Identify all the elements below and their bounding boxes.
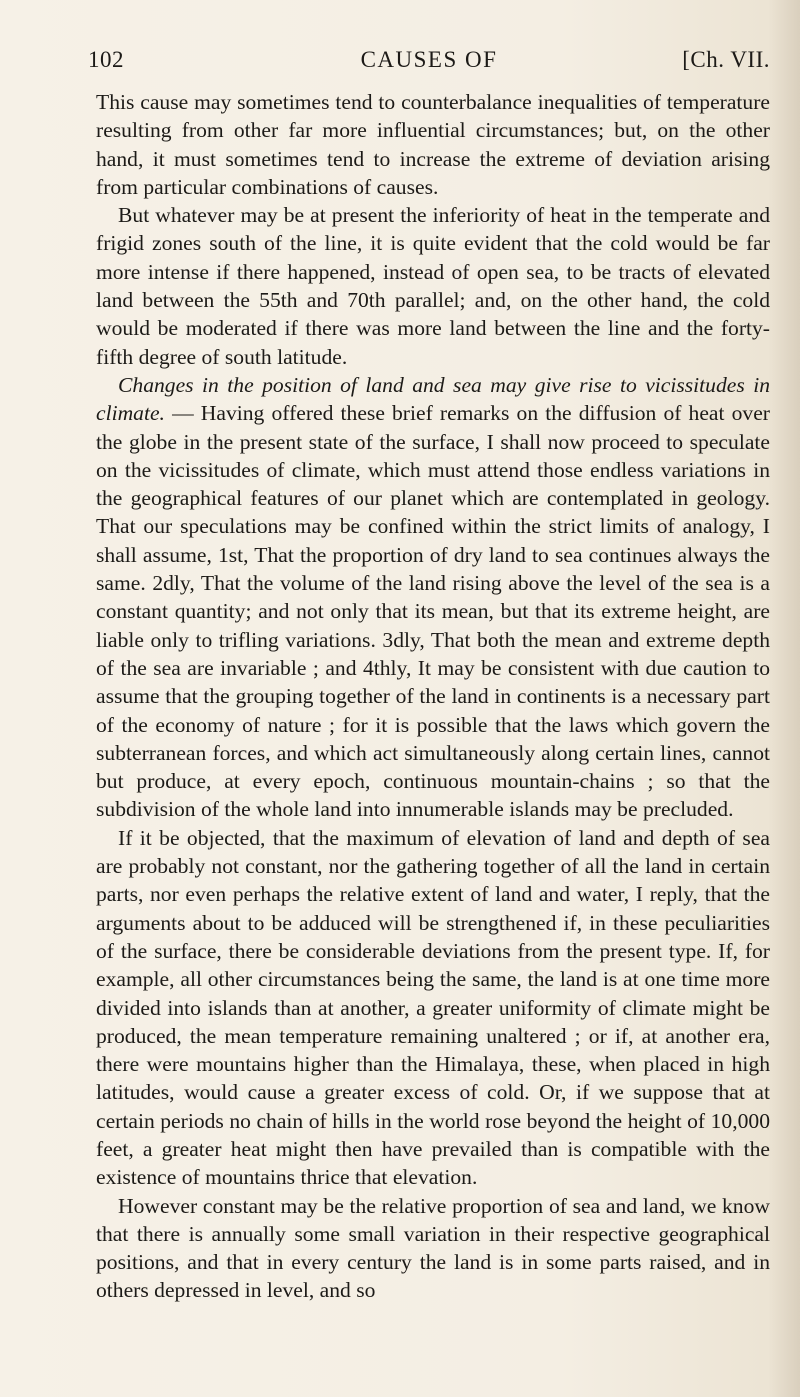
paragraph-2-text: But whatever may be at present the inferiority of heat in the temperate and frigid zones south of the line, it is quite evident that the cold would be far more intense if there happened, instead of open sea, to be tracts of elevated land between the 55th and 70th parallel; and, on the other hand, the cold would be moderated if there was more land between the line and the forty-fifth degree of south latitude.: [96, 203, 770, 369]
chapter-label: [Ch. VII.: [682, 47, 770, 72]
running-title: CAUSES OF: [360, 47, 498, 72]
paragraph-1: [96, 88, 770, 201]
paragraph-1-text: This cause may sometimes tend to counterbalance inequalities of temperature resulting from other far more influential circumstances; but, on the other hand, it must sometimes tend to increase the extreme of deviation arising from particular combinations of causes.: [96, 90, 770, 199]
paragraph-4: [96, 824, 770, 1192]
section-heading: Changes in the position of land and sea may give rise to vicissitudes in climate.: [96, 372, 770, 426]
paragraph-2: [96, 201, 770, 371]
paragraph-3-text: — Having offered these brief remarks on the diffusion of heat over the globe in the present state of the surface, I shall now proceed to speculate on the vicissitudes of climate, which must attend those endless variations in the geographical features of our planet which are contemplated in geology. That our speculations may be confined within the strict limits of analogy, I shall assume, 1st, That the proportion of dry land to sea continues always the same. 2dly, That the volume of the land rising above the level of the sea is a constant quantity; and not only that its mean, but that its extreme height, are liable only to trifling variations. 3dly, That both the mean and extreme depth of the sea are invariable ; and 4thly, It may be consistent with due caution to assume that the grouping together of the land in continents is a necessary part of the economy of nature ; for it is possible that the laws which govern the subterranean forces, and which act simultaneously along certain lines, cannot but produce, at every epoch, continuous mountain-chains ; so that the subdivision of the whole land into innumerable islands may be precluded.: [96, 401, 770, 822]
paragraph-4-text: If it be objected, that the maximum of elevation of land and depth of sea are probably not constant, nor the gathering together of all the land in certain parts, nor even perhaps the relative extent of land and water, I reply, that the arguments about to be adduced will be strengthened if, in these peculiarities of the surface, there be considerable deviations from the present type. If, for example, all other circumstances being the same, the land is at one time more divided into islands than at another, a greater uniformity of climate might be produced, the mean temperature remaining unaltered ; or if, at another era, there were mountains higher than the Himalaya, these, when placed in high latitudes, would cause a greater excess of cold. Or, if we suppose that at certain periods no chain of hills in the world rose beyond the height of 10,000 feet, a greater heat might then have prevailed than is compatible with the existence of mountains thrice that elevation.: [96, 825, 770, 1190]
paragraph-3: [96, 371, 770, 824]
paragraph-5: [96, 1192, 770, 1305]
page-number: 102: [88, 47, 124, 72]
body-text: [96, 88, 770, 1305]
running-header: [88, 47, 770, 79]
paragraph-5-text: However constant may be the relative proportion of sea and land, we know that there is annually some small variation in their respective geographical positions, and that in every century the land is in some parts raised, and in others depressed in level, and so: [96, 1193, 770, 1303]
